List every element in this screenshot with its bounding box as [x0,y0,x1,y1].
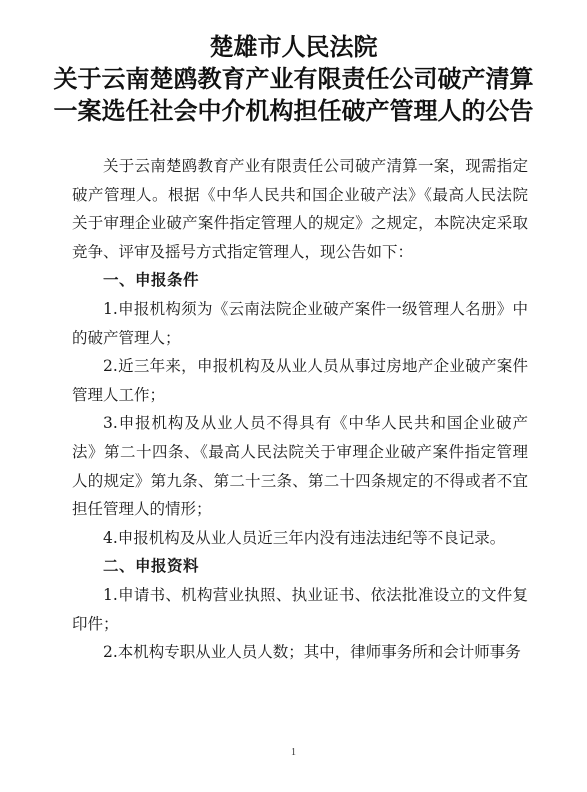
condition-item-2: 2.近三年来，申报机构及从业人员从事过房地产企业破产案件管理人工作； [72,357,528,404]
material-item-2: 2.本机构专职从业人员人数；其中，律师事务所和会计师事务 [103,643,521,662]
document-body [72,152,528,667]
section-heading-materials: 二、申报资料 [103,557,200,576]
announcement-title-line-2: 一案选任社会中介机构担任破产管理人的公告 [53,96,534,125]
condition-item-3: 3.申报机构及从业人员不得具有《中华人民共和国企业破产法》第二十四条、《最高人民法院关于审理企业破产案件指定管理人的规定》第九条、第二十三条、第二十四条规定的不得或者不宜担任管理人的情形； [72,414,528,519]
section-heading-conditions: 一、申报条件 [103,271,200,290]
condition-item-1: 1.申报机构须为《云南法院企业破产案件一级管理人名册》中的破产管理人； [72,299,528,347]
page-number: 1 [291,747,296,758]
announcement-title-line-1: 关于云南楚鸥教育产业有限责任公司破产清算 [53,64,534,93]
condition-item-4: 4.申报机构及从业人员近三年内没有违法违纪等不良记录。 [103,528,506,547]
court-name-title: 楚雄市人民法院 [209,32,378,61]
intro-paragraph: 关于云南楚鸥教育产业有限责任公司破产清算一案，现需指定破产管理人。根据《中华人民共和国企业破产法》《最高人民法院关于审理企业破产案件指定管理人的规定》之规定，本院决定采取竞争、评审及摇号方式指定管理人，现公告如下： [72,157,528,261]
material-item-1: 1.申请书、机构营业执照、执业证书、依法批准设立的文件复印件； [72,585,528,633]
